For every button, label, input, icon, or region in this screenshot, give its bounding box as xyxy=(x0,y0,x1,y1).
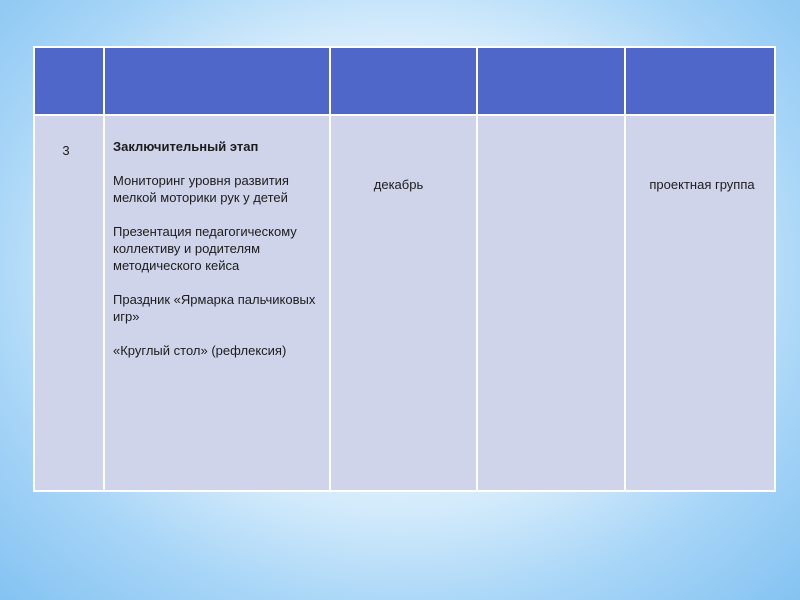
date-text: декабрь xyxy=(373,177,424,192)
header-cell-responsible xyxy=(625,47,775,115)
table-row xyxy=(34,115,775,491)
stage-item-festival: Праздник «Ярмарка пальчиковых игр» xyxy=(113,292,316,324)
stage-cell xyxy=(104,115,330,491)
stage-item-round-table: «Круглый стол» (рефлексия) xyxy=(113,343,287,358)
header-cell-extra xyxy=(477,47,625,115)
stage-title: Заключительный этап xyxy=(113,139,259,154)
row-number-cell xyxy=(34,115,104,491)
extra-cell xyxy=(477,115,625,491)
responsible-text: проектная группа xyxy=(649,177,755,192)
responsible-cell xyxy=(625,115,775,491)
date-cell xyxy=(330,115,477,491)
stage-item-monitoring: Мониторинг уровня развития мелкой моторики рук у детей xyxy=(113,173,289,205)
stage-item-presentation: Презентация педагогическому коллективу и родителям методического кейса xyxy=(113,224,297,273)
row-number: 3 xyxy=(62,143,70,158)
header-cell-number xyxy=(34,47,104,115)
plan-table xyxy=(33,46,776,492)
header-cell-date xyxy=(330,47,477,115)
table-header-row xyxy=(34,47,775,115)
header-cell-stage xyxy=(104,47,330,115)
